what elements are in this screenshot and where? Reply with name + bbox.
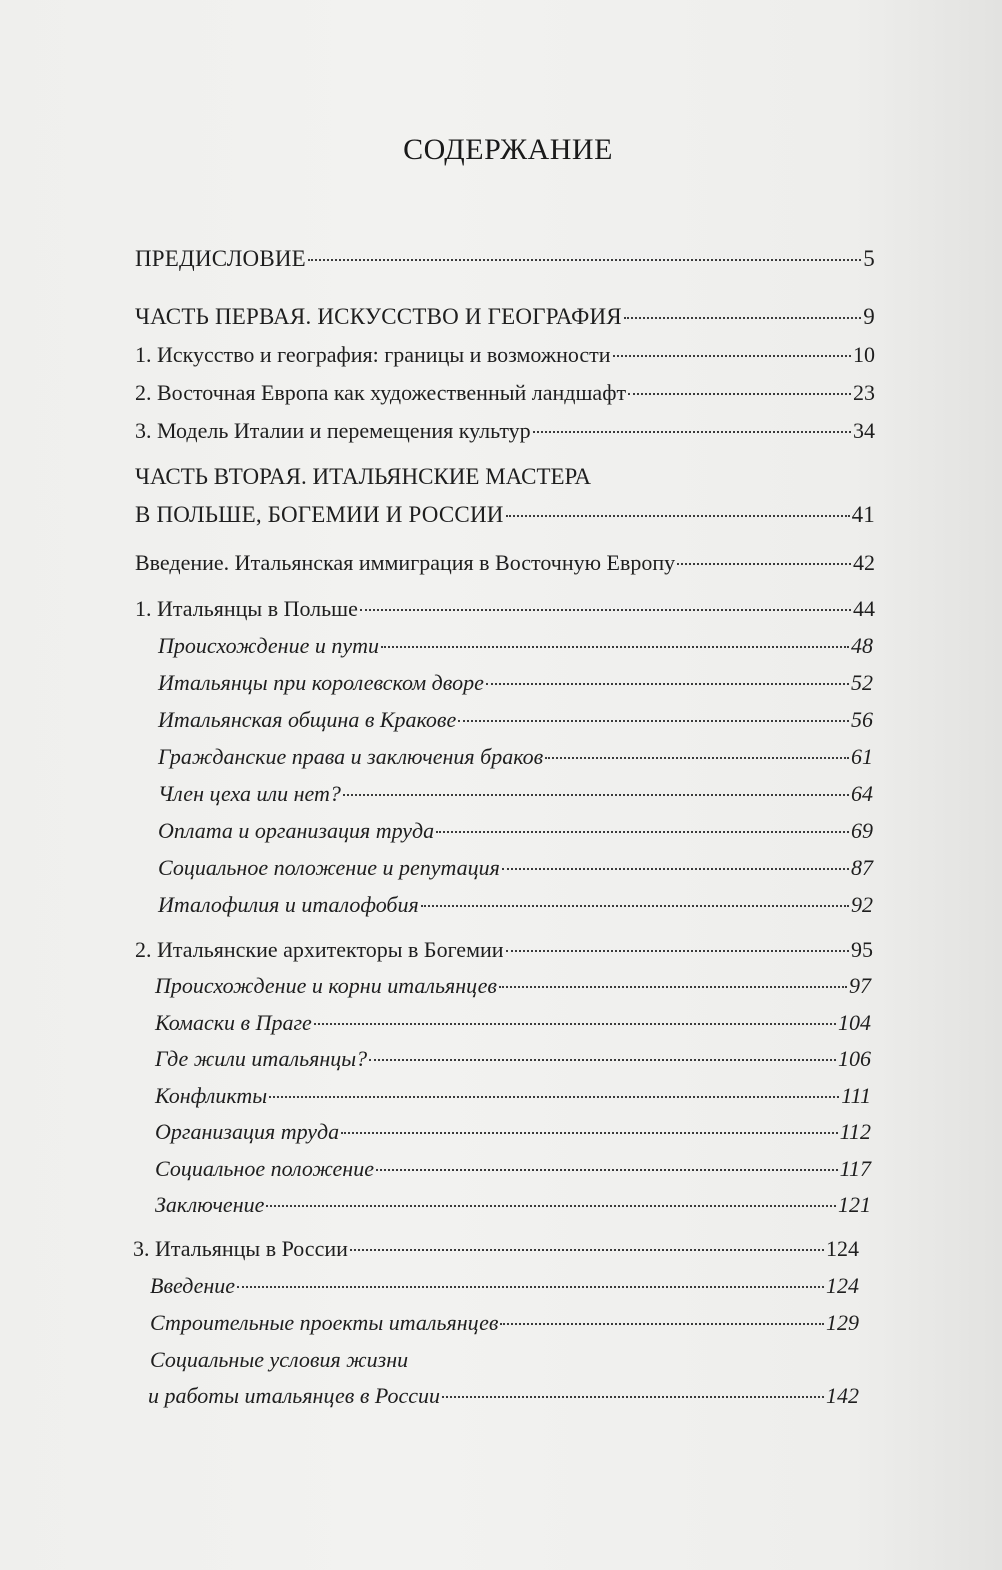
- toc-entry-title: Оплата и организация труда: [158, 818, 435, 843]
- toc-entry-title: Итальянская община в Кракове: [158, 707, 457, 732]
- toc-entry-page: 142: [826, 1383, 859, 1408]
- toc-entry: [135, 502, 875, 528]
- toc-entry-title-line2: и работы итальянцев в России: [148, 1383, 441, 1408]
- leader-dots: [458, 720, 849, 722]
- toc-entry-title: Введение: [150, 1273, 236, 1298]
- toc-entry: [158, 633, 873, 659]
- toc-entry: [135, 342, 875, 368]
- toc-entry: [135, 418, 875, 444]
- leader-dots: [269, 1096, 839, 1098]
- leader-dots: [628, 393, 851, 395]
- leader-dots: [381, 646, 849, 648]
- toc-entry-title-line1: ЧАСТЬ ВТОРАЯ. ИТАЛЬЯНСКИЕ МАСТЕРА: [135, 464, 592, 489]
- toc-entry: [135, 550, 875, 576]
- toc-entry-page: 124: [826, 1236, 859, 1261]
- toc-entry-title: Член цеха или нет?: [158, 781, 341, 806]
- leader-dots: [506, 515, 850, 517]
- toc-entry-title: 3. Итальянцы в России: [133, 1236, 348, 1261]
- toc-entry-page: 129: [826, 1310, 859, 1335]
- toc-entry: [158, 781, 873, 807]
- toc-entry-page: 9: [863, 304, 875, 329]
- toc-entry-title: 3. Модель Италии и перемещения культур: [135, 418, 531, 443]
- leader-dots: [613, 355, 851, 357]
- toc-entry-page: 92: [851, 892, 873, 917]
- leader-dots: [350, 1249, 824, 1251]
- leader-dots: [266, 1205, 836, 1207]
- toc-entry: [155, 1156, 871, 1182]
- toc-entry: [158, 818, 873, 844]
- toc-entry-page: 48: [851, 633, 873, 658]
- leader-dots: [442, 1396, 824, 1398]
- leader-dots: [545, 757, 849, 759]
- toc-entry: [158, 892, 873, 918]
- toc-entry: [150, 1273, 859, 1299]
- toc-entry-title-line2: В ПОЛЬШЕ, БОГЕМИИ И РОССИИ: [135, 502, 504, 527]
- toc-entry-title: Где жили итальянцы?: [155, 1046, 368, 1071]
- toc-entry-title: Введение. Итальянская иммиграция в Восточную Европу: [135, 550, 676, 575]
- page-title: СОДЕРЖАНИЕ: [403, 133, 613, 166]
- leader-dots: [308, 259, 861, 261]
- toc-entry-page: 52: [851, 670, 873, 695]
- toc-entry-title: 1. Итальянцы в Польше: [135, 596, 358, 621]
- toc-entry-title: Комаски в Праге: [155, 1010, 312, 1035]
- toc-entry-page: 61: [851, 744, 873, 769]
- toc-entry-page: 64: [851, 781, 873, 806]
- leader-dots: [360, 609, 851, 611]
- toc-entry-title: Социальное положение: [155, 1156, 374, 1181]
- toc-entry-title: ПРЕДИСЛОВИЕ: [135, 246, 306, 271]
- toc-entry: [150, 1310, 859, 1336]
- toc-entry-title: 2. Восточная Европа как художественный ландшафт: [135, 380, 627, 405]
- toc-entry-title: Строительные проекты итальянцев: [150, 1310, 499, 1335]
- toc-entry-page: 106: [838, 1046, 871, 1071]
- toc-entry-title: Италофилия и италофобия: [158, 892, 419, 917]
- leader-dots: [677, 563, 851, 565]
- toc-entry: [158, 855, 873, 881]
- toc-entry-page: 23: [853, 380, 875, 405]
- toc-entry: [158, 707, 873, 733]
- toc-entry-page: 121: [838, 1192, 871, 1217]
- toc-entry: [155, 1119, 871, 1145]
- leader-dots: [436, 831, 849, 833]
- leader-dots: [486, 683, 849, 685]
- toc-entry-page: 34: [853, 418, 875, 443]
- leader-dots: [343, 794, 849, 796]
- toc-entry-page: 117: [839, 1156, 871, 1181]
- leader-dots: [369, 1059, 836, 1061]
- toc-entry-page: 87: [851, 855, 873, 880]
- leader-dots: [506, 950, 849, 952]
- leader-dots: [533, 431, 851, 433]
- toc-entry-title-line1: Социальные условия жизни: [150, 1347, 409, 1372]
- toc-entry-page: 5: [863, 246, 875, 271]
- leader-dots: [499, 986, 847, 988]
- toc-entry-page: 10: [853, 342, 875, 367]
- toc-entry-title: ЧАСТЬ ПЕРВАЯ. ИСКУССТВО И ГЕОГРАФИЯ: [135, 304, 622, 329]
- leader-dots: [421, 905, 849, 907]
- toc-entry-page: 41: [851, 502, 875, 527]
- toc-entry-page: 95: [851, 937, 873, 962]
- leader-dots: [314, 1023, 836, 1025]
- toc-entry-page: 111: [841, 1083, 871, 1108]
- leader-dots: [341, 1132, 838, 1134]
- toc-entry: [155, 1192, 871, 1218]
- toc-entry: [135, 304, 875, 330]
- toc-entry-page: 124: [826, 1273, 859, 1298]
- toc-entry: [135, 246, 875, 272]
- toc-entry-page: 97: [849, 973, 871, 998]
- toc-entry-title: Происхождение и корни итальянцев: [155, 973, 497, 998]
- toc-entry: [155, 1010, 871, 1036]
- toc-entry-page: 112: [839, 1119, 871, 1144]
- leader-dots: [237, 1286, 824, 1288]
- toc-entry-title: Заключение: [155, 1192, 265, 1217]
- toc-entry-title: 1. Искусство и география: границы и возможности: [135, 342, 611, 367]
- toc-entry-title: Происхождение и пути: [158, 633, 379, 658]
- toc-entry: [133, 1236, 859, 1262]
- toc-entry: [135, 380, 875, 406]
- toc-entry: [135, 937, 873, 963]
- toc-entry: [158, 744, 873, 770]
- toc-entry-page: 44: [853, 596, 875, 621]
- toc-entry-page: 69: [851, 818, 873, 843]
- toc-entry-title: Социальное положение и репутация: [158, 855, 500, 880]
- toc-entry-title: 2. Итальянские архитекторы в Богемии: [135, 937, 504, 962]
- leader-dots: [500, 1323, 824, 1325]
- toc-entry: [158, 670, 873, 696]
- leader-dots: [624, 317, 861, 319]
- leader-dots: [376, 1169, 838, 1171]
- toc-entry-title: Организация труда: [155, 1119, 340, 1144]
- toc-entry: [155, 1083, 871, 1109]
- toc-entry: [155, 1046, 871, 1072]
- toc-entry-title: Гражданские права и заключения браков: [158, 744, 544, 769]
- toc-entry: [135, 596, 875, 622]
- toc-entry-page: 56: [851, 707, 873, 732]
- toc-entry-title: Итальянцы при королевском дворе: [158, 670, 484, 695]
- toc-entry-title: Конфликты: [155, 1083, 268, 1108]
- toc-entry-page: 42: [853, 550, 875, 575]
- toc-entry: [155, 973, 871, 999]
- leader-dots: [502, 868, 849, 870]
- toc-entry-page: 104: [838, 1010, 871, 1035]
- toc-entry: [148, 1383, 859, 1409]
